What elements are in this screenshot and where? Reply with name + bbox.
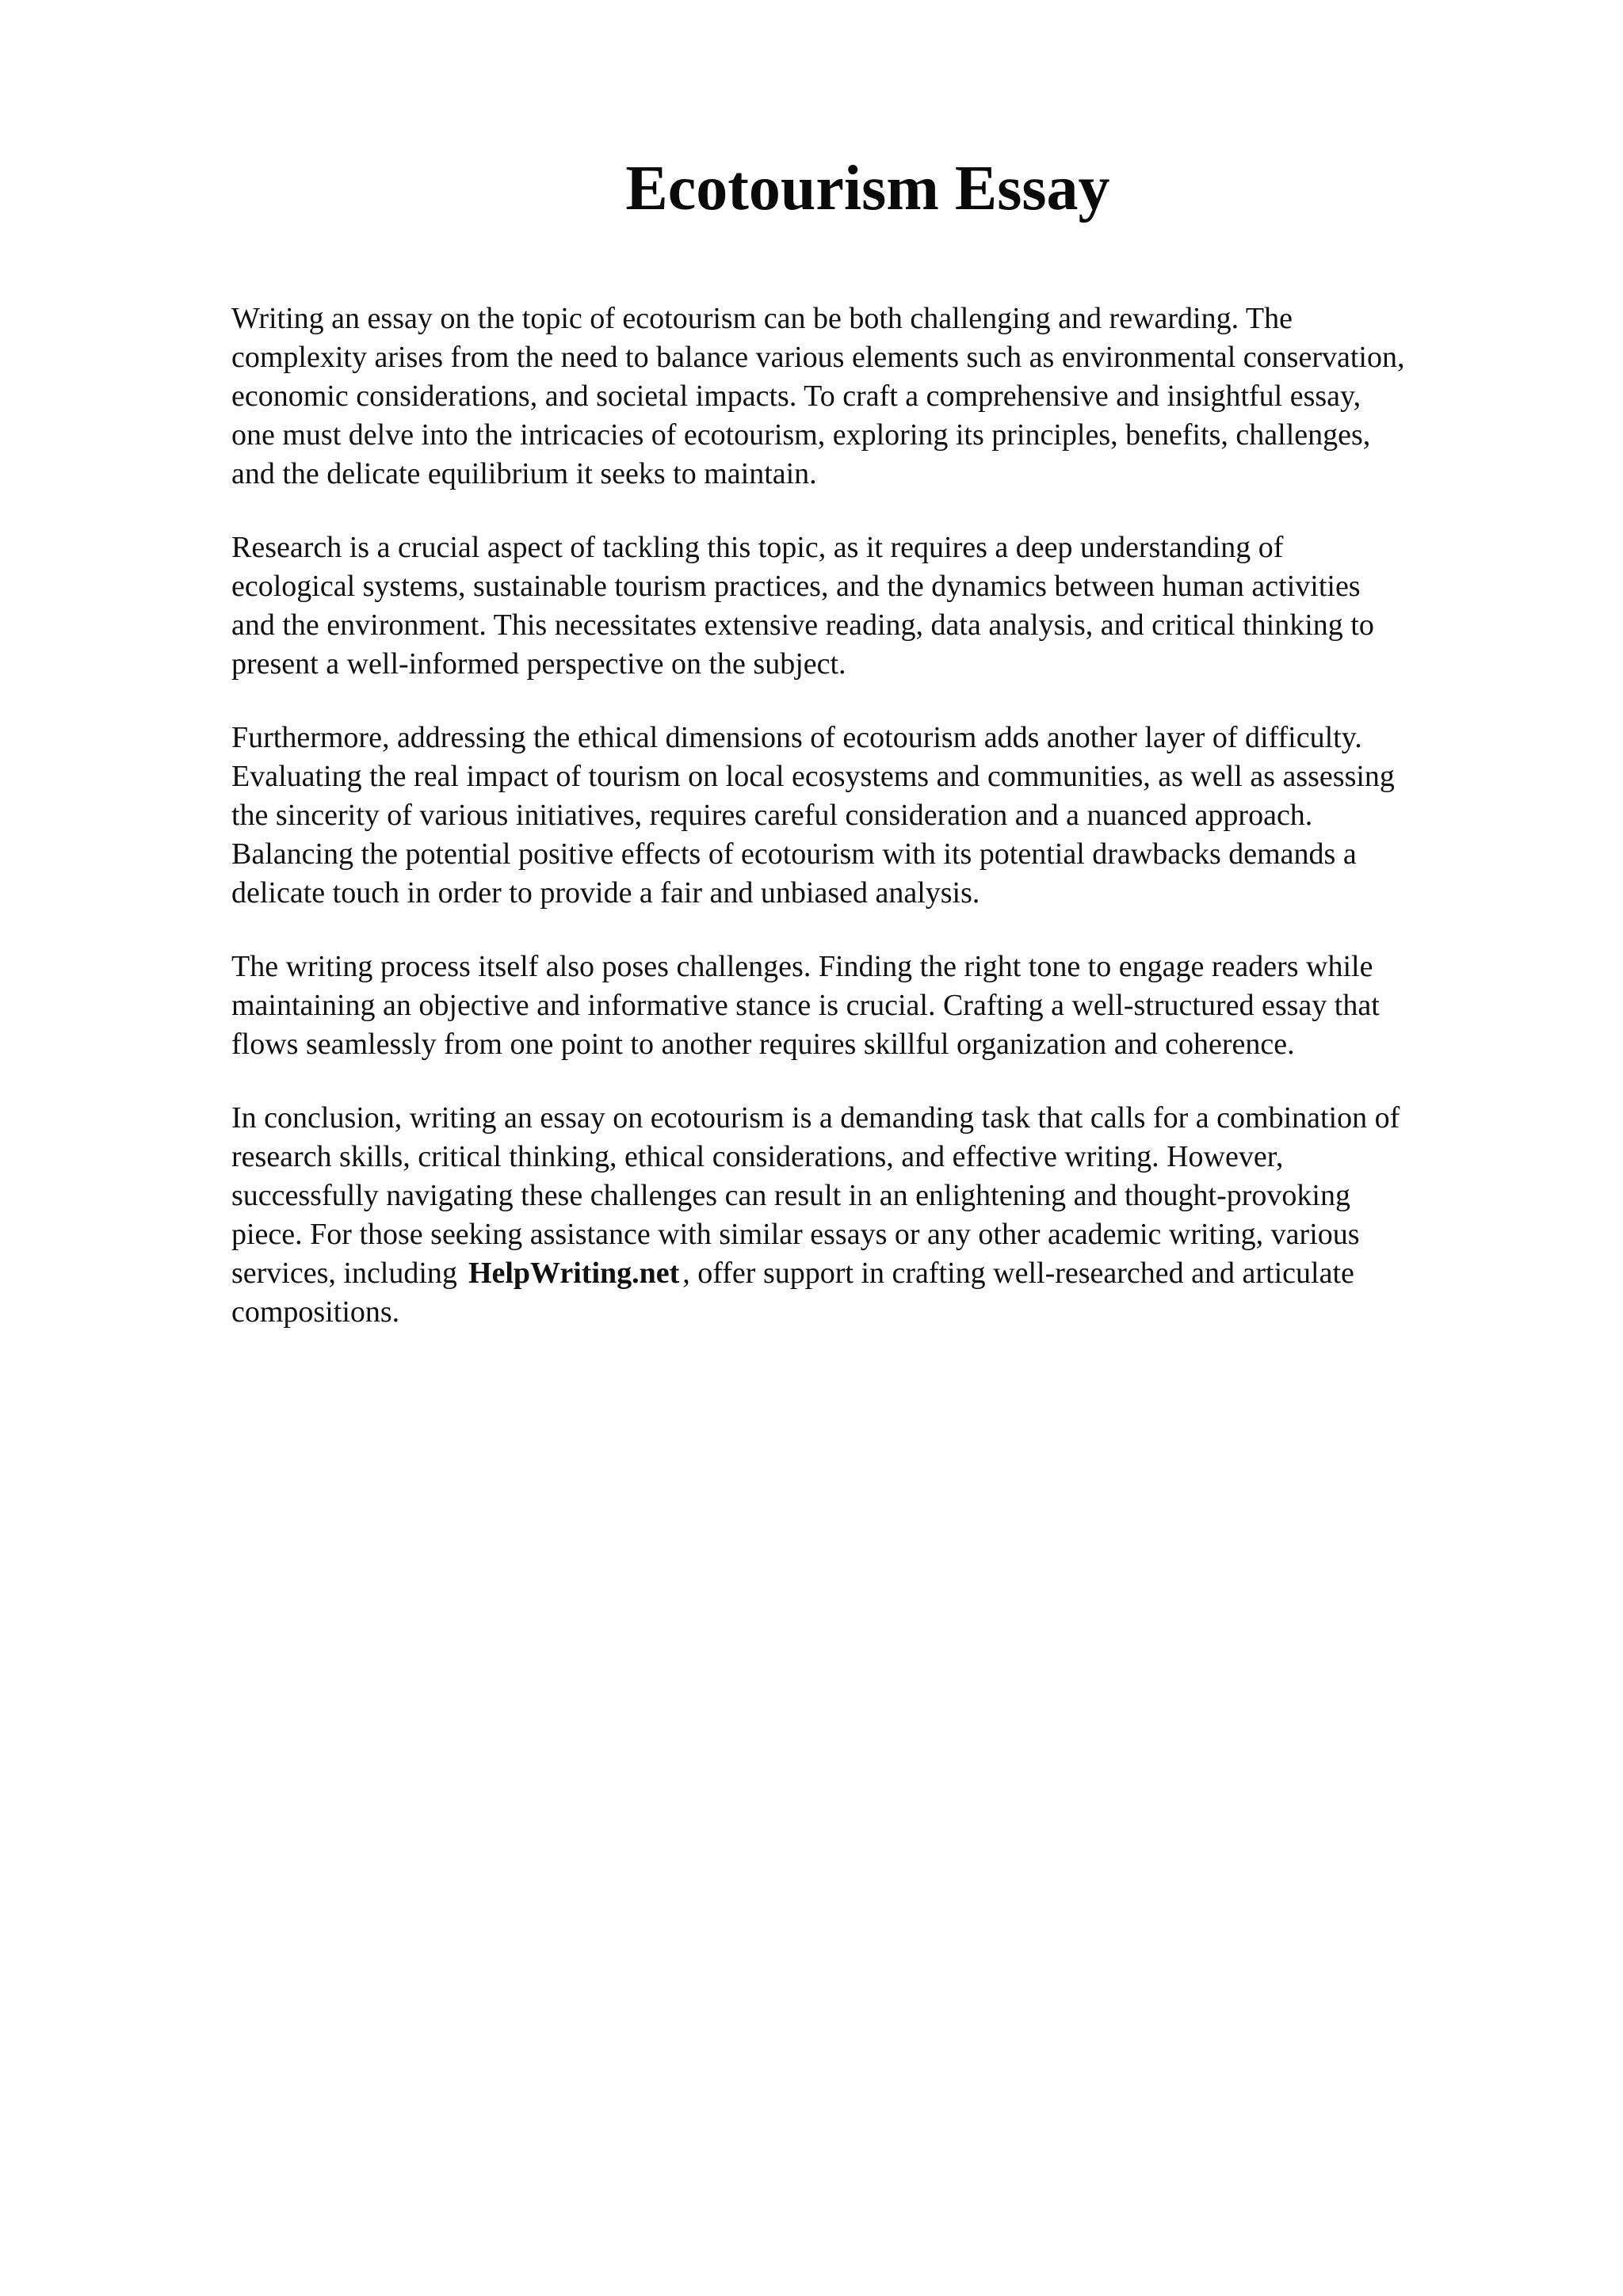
text-line: and the environment. This necessitates extensive reading, data analysis, and critical thinking to [231,608,1374,642]
text-line: In conclusion, writing an essay on ecotourism is a demanding task that calls for a combination of [231,1101,1400,1135]
paragraph-writing-process [231,948,1531,1064]
paragraph-conclusion [231,1099,1531,1332]
text-line: The writing process itself also poses challenges. Finding the right tone to engage readers while [231,950,1373,983]
text-line: piece. For those seeking assistance with similar essays or any other academic writing, various [231,1218,1360,1251]
text-segment: services, including [231,1257,457,1290]
text-line: one must delve into the intricacies of ecotourism, exploring its principles, benefits, challenges, [231,418,1371,452]
paragraph-research [231,528,1531,684]
document-title: Ecotourism Essay [625,154,1110,223]
text-line: and the delicate equilibrium it seeks to maintain. [231,457,817,490]
text-line: present a well-informed perspective on the subject. [231,647,846,681]
text-segment: , offer support in crafting well-researched and articulate [682,1257,1354,1290]
text-line: complexity arises from the need to balance various elements such as environmental conservation, [231,341,1405,374]
document-body [231,299,1531,1367]
text-line: Writing an essay on the topic of ecotourism can be both challenging and rewarding. The [231,302,1293,335]
text-line: ecological systems, sustainable tourism practices, and the dynamics between human activities [231,570,1361,603]
paragraph-intro [231,299,1531,494]
text-line-with-link [231,1254,1531,1293]
text-line: the sincerity of various initiatives, requires careful consideration and a nuanced approach. [231,799,1313,832]
text-line: Balancing the potential positive effects of ecotourism with its potential drawbacks demands a [231,837,1357,871]
text-line: Furthermore, addressing the ethical dimensions of ecotourism adds another layer of difficulty. [231,721,1362,754]
paragraph-ethics [231,719,1531,913]
helpwriting-link[interactable]: HelpWriting.net [468,1257,680,1290]
text-line: flows seamlessly from one point to another requires skillful organization and coherence. [231,1028,1295,1061]
text-line: Research is a crucial aspect of tackling this topic, as it requires a deep understanding of [231,531,1284,564]
text-line: delicate touch in order to provide a fair and unbiased analysis. [231,876,980,910]
text-line: successfully navigating these challenges can result in an enlightening and thought-provoking [231,1179,1350,1212]
text-line: economic considerations, and societal impacts. To craft a comprehensive and insightful essay, [231,379,1361,413]
text-line: maintaining an objective and informative stance is crucial. Crafting a well-structured essay that [231,989,1380,1022]
text-line: compositions. [231,1295,400,1329]
text-line: research skills, critical thinking, ethical considerations, and effective writing. However, [231,1140,1284,1173]
text-line: Evaluating the real impact of tourism on local ecosystems and communities, as well as assessing [231,760,1395,793]
